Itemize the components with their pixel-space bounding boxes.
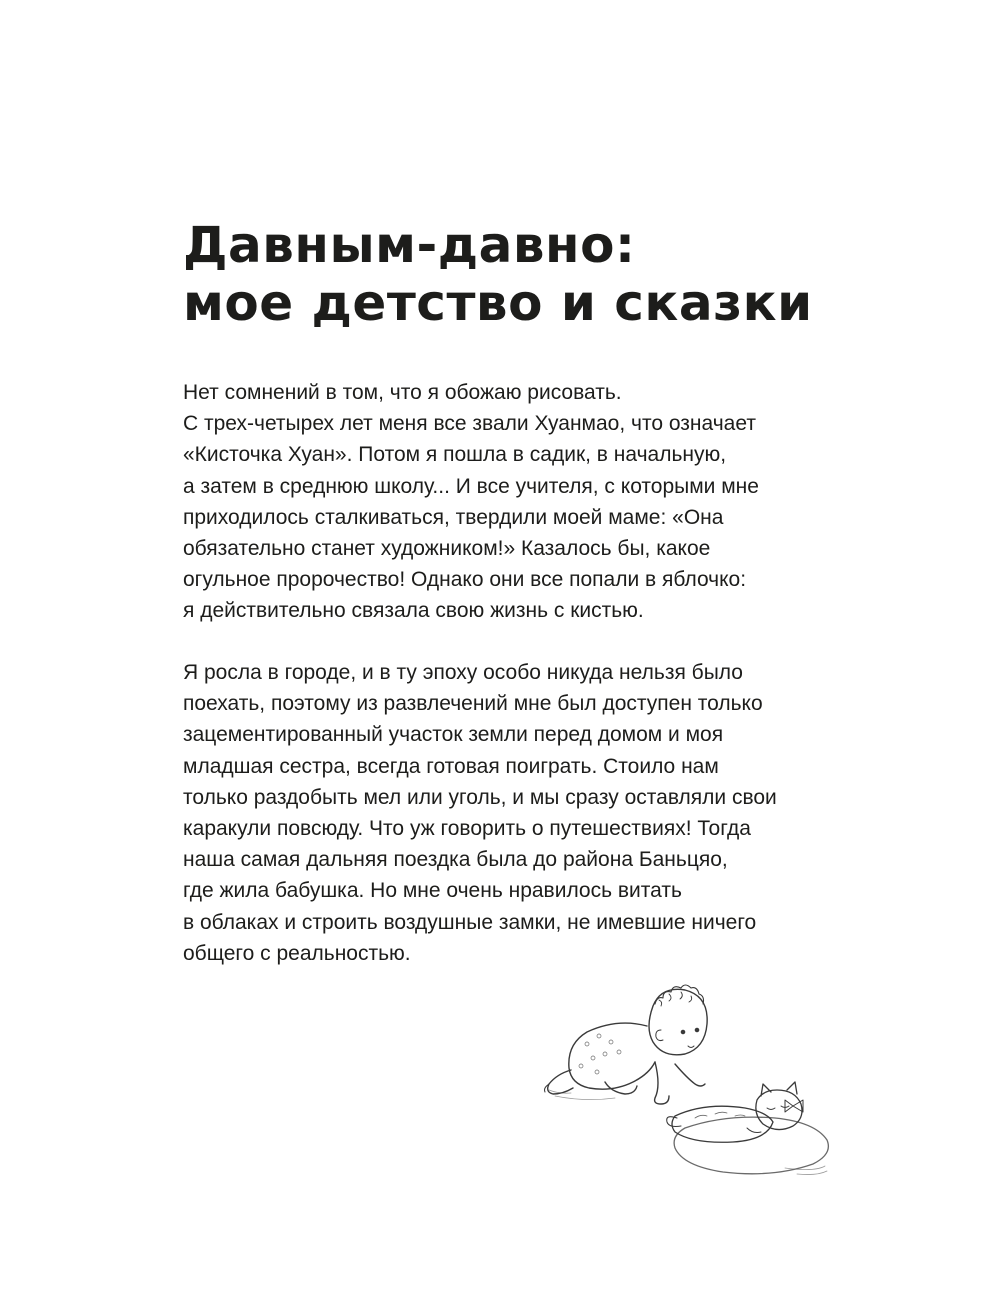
chapter-title-line-2: мое детство и сказки: [183, 274, 813, 332]
chapter-title: [183, 216, 903, 332]
paragraph-line: каракули повсюду. Что уж говорить о путешествиях! Тогда: [183, 817, 751, 841]
paragraph-line: С трех-четырех лет меня все звали Хуанмао, что означает: [183, 412, 756, 436]
paragraph-line: поехать, поэтому из развлечений мне был доступен только: [183, 692, 763, 716]
paragraph-line: я действительно связала свою жизнь с кистью.: [183, 599, 644, 623]
paragraph-line: где жила бабушка. Но мне очень нравилось витать: [183, 879, 682, 903]
paragraph-line: Нет сомнений в том, что я обожаю рисовать.: [183, 381, 622, 404]
crawling-baby-sketch: [545, 985, 708, 1104]
paragraph-line: приходилось сталкиваться, твердили моей маме: «Она: [183, 505, 724, 529]
paragraph-line: огульное пророчество! Однако они все попали в яблочко:: [183, 568, 747, 592]
paragraph-line: только раздобыть мел или уголь, и мы сразу оставляли свои: [183, 785, 777, 809]
paragraph-line: а затем в среднюю школу... И все учителя, с которыми мне: [183, 474, 759, 498]
paragraph-line: Я росла в городе, и в ту эпоху особо никуда нельзя было: [183, 661, 743, 684]
paragraph-line: младшая сестра, всегда готовая поиграть. Стоило нам: [183, 754, 719, 778]
paragraph-line: обязательно станет художником!» Казалось бы, какое: [183, 537, 711, 561]
paragraph-line: наша самая дальняя поездка была до района Баньцяо,: [183, 848, 728, 872]
paragraph-2: [183, 657, 883, 969]
paragraph-line: в облаках и строить воздушные замки, не имевшие ничего: [183, 910, 757, 934]
baby-and-cat-illustration: [535, 978, 855, 1193]
chapter-title-line-1: Давным-давно:: [183, 216, 636, 274]
paragraph-1: [183, 377, 883, 627]
paragraph-line: «Кисточка Хуан». Потом я пошла в садик, в начальную,: [183, 443, 727, 467]
sleeping-cat-sketch: [667, 1082, 829, 1174]
paragraph-line: зацементированный участок земли перед домом и моя: [183, 723, 724, 747]
paragraph-line: общего с реальностью.: [183, 941, 411, 965]
